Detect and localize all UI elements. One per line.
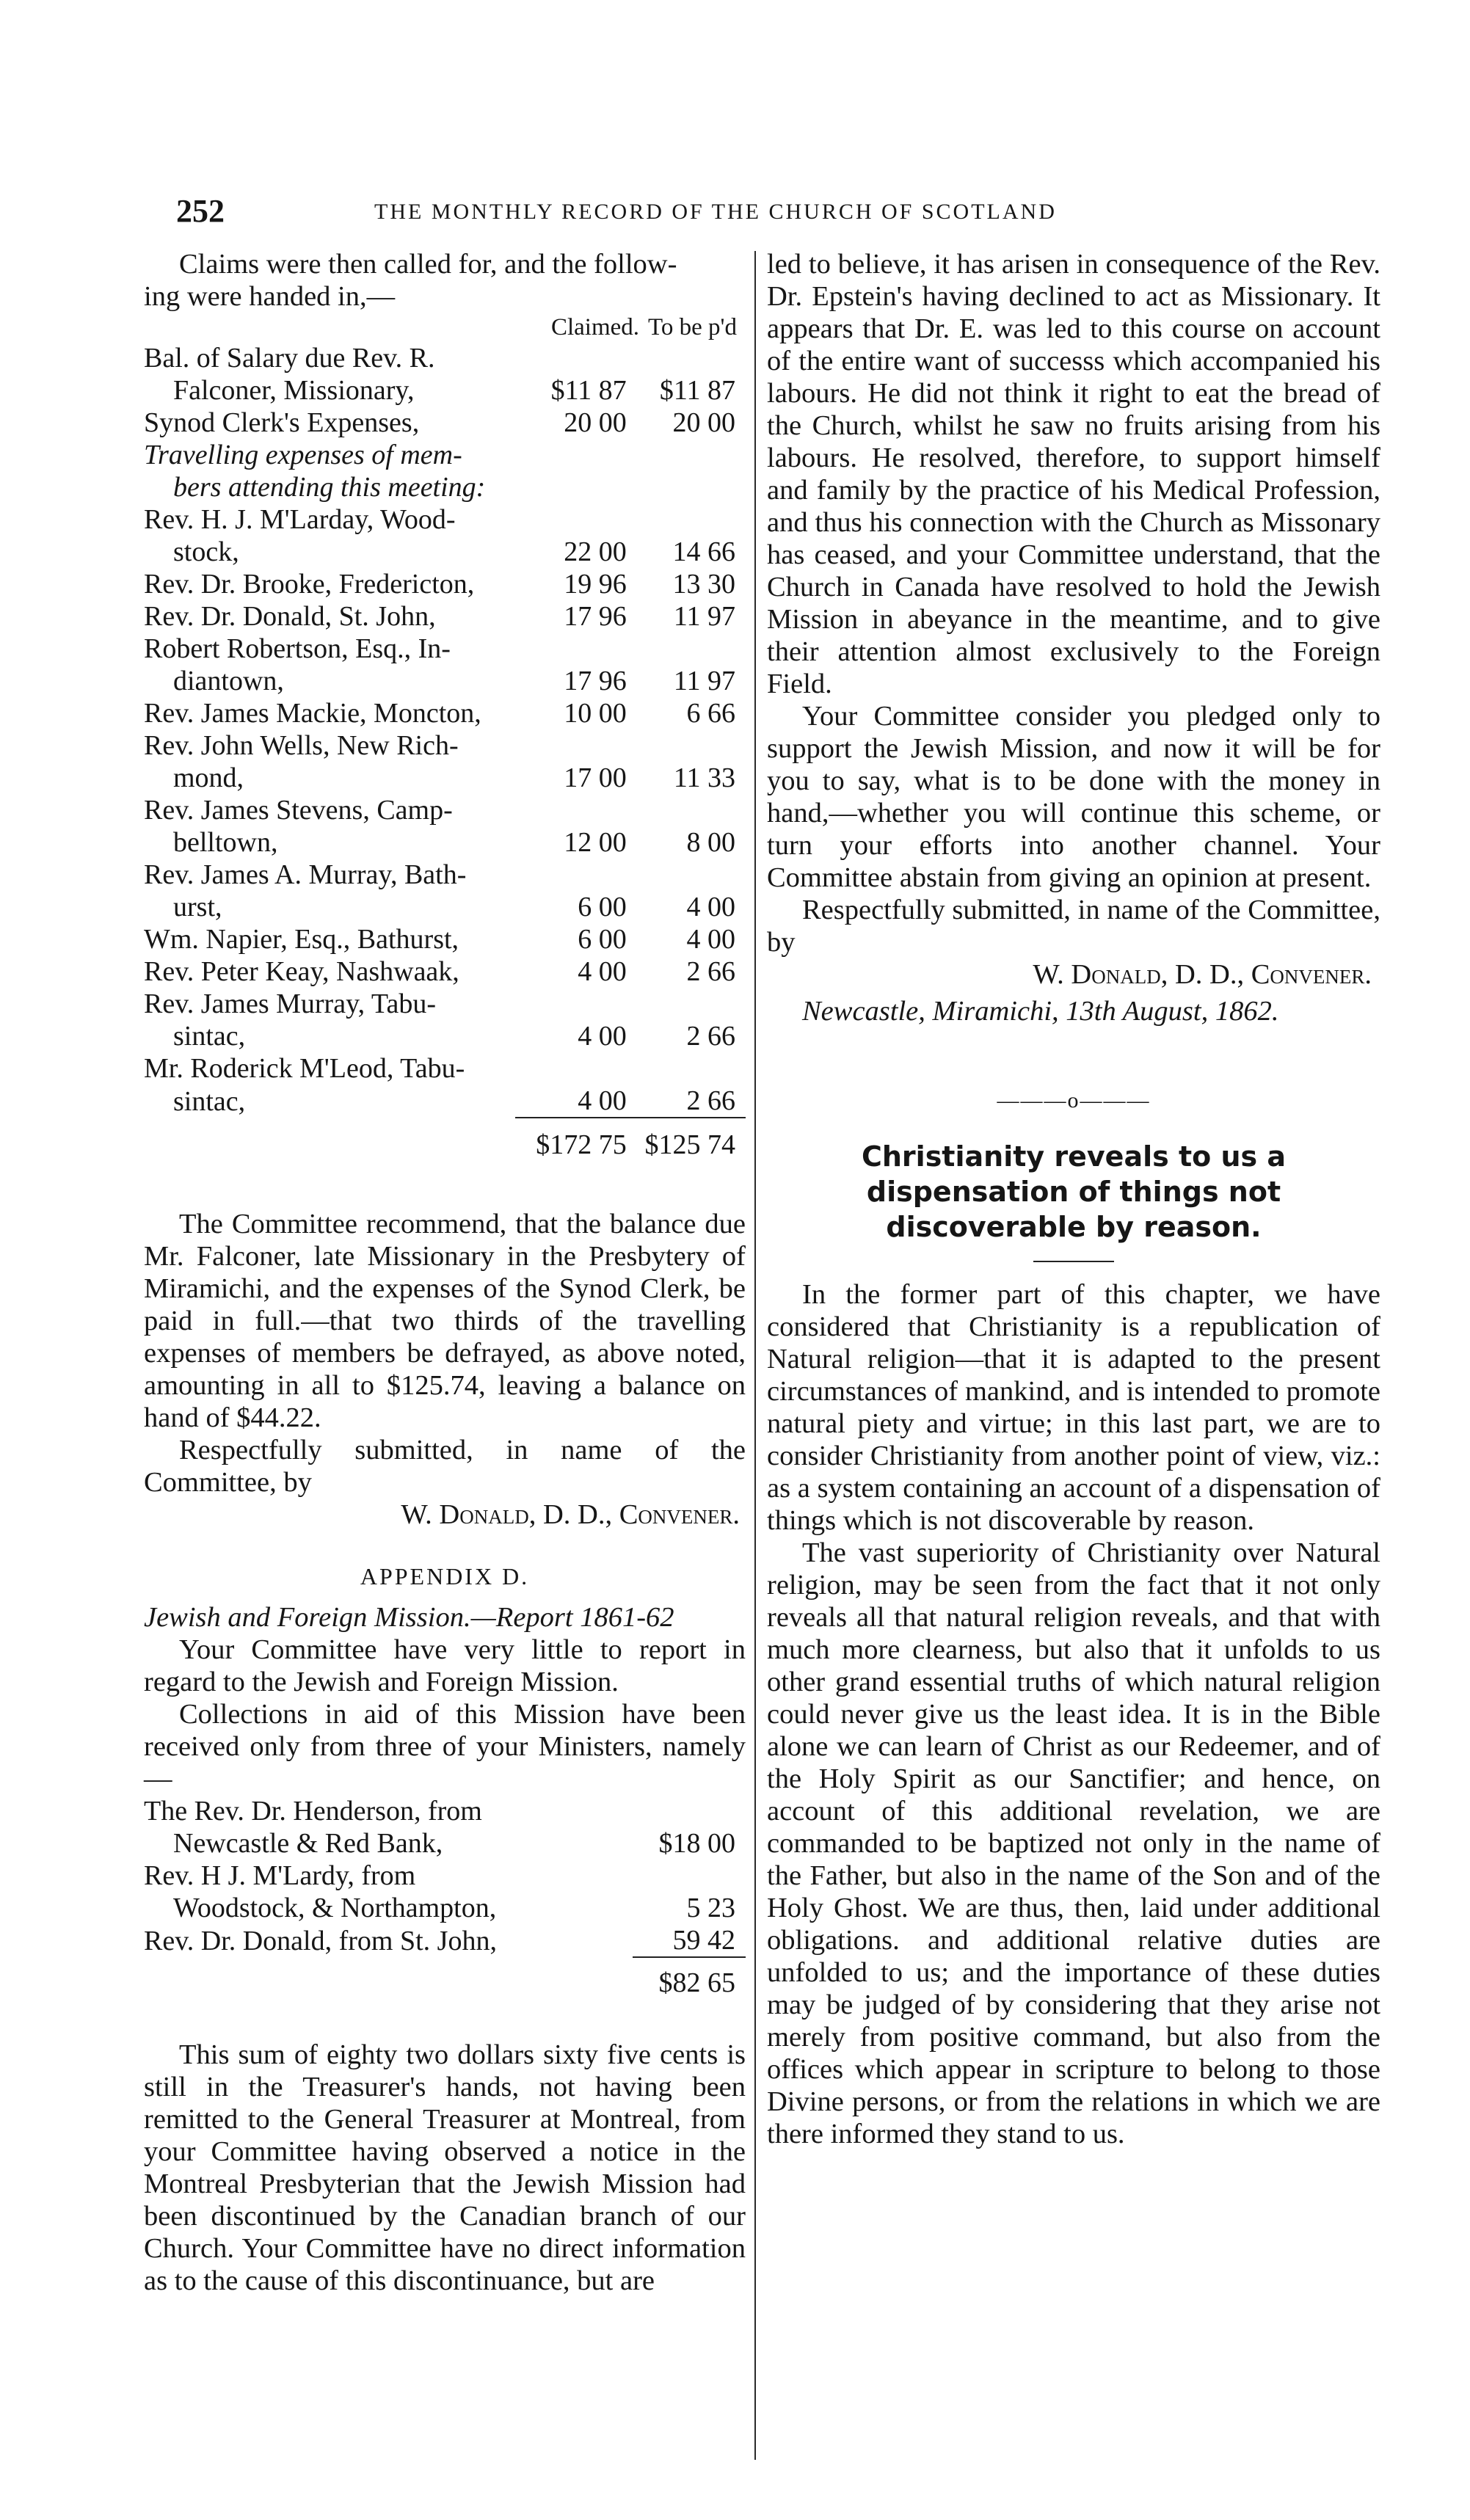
- claims-row: [144, 988, 746, 1020]
- claims-row: [144, 471, 746, 503]
- claimed-amount: 12 00: [564, 827, 627, 858]
- claims-total-row: [144, 1118, 746, 1161]
- claims-row: [144, 923, 746, 955]
- signature-right: W. Donald, D. D., Convener.: [1033, 959, 1372, 990]
- claimant-name: Rev. James Stevens, Camp-: [144, 795, 453, 826]
- column-divider: [754, 251, 756, 2460]
- collection-source: The Rev. Dr. Henderson, from: [144, 1796, 482, 1827]
- claimed-amount: 17 00: [564, 762, 627, 793]
- claims-row: [144, 1085, 746, 1118]
- claims-table: [144, 342, 746, 1161]
- claimant-name: Rev. James Murray, Tabu-: [144, 988, 436, 1019]
- paid-amount: 20 00: [672, 407, 735, 438]
- claimant-name: Rev. Peter Keay, Nashwaak,: [144, 956, 459, 987]
- paid-amount: [631, 503, 746, 536]
- claimed-amount: 20 00: [564, 407, 627, 438]
- collection-source: Rev. Dr. Donald, from St. John,: [144, 1926, 497, 1956]
- collections-total: $82 65: [633, 1957, 746, 1999]
- claims-row: [144, 374, 746, 407]
- claims-total-paid: $125 74: [631, 1118, 746, 1161]
- claimed-amount: [515, 471, 630, 503]
- collection-amount: 59 42: [672, 1925, 735, 1956]
- claims-row: [144, 342, 746, 374]
- collection-row: [144, 1924, 746, 1957]
- claimed-amount: 4 00: [578, 956, 627, 987]
- claimant-name: Robert Robertson, Esq., In-: [144, 633, 451, 664]
- claimed-amount: 6 00: [578, 924, 627, 955]
- collection-amount: 5 23: [686, 1893, 735, 1923]
- claimed-header: Claimed.: [550, 314, 640, 341]
- submitted-line-right: Respectfully submitted, in name of the Committee, by: [767, 895, 1380, 958]
- claims-row: [144, 1020, 746, 1052]
- paid-amount: 13 30: [672, 569, 735, 600]
- paid-amount: 4 00: [686, 892, 735, 922]
- collection-source: Newcastle & Red Bank,: [173, 1828, 443, 1859]
- claims-row: [144, 439, 746, 471]
- claimant-name: belltown,: [173, 827, 278, 858]
- paid-amount: 4 00: [686, 924, 735, 955]
- claimant-name: Rev. H. J. M'Larday, Wood-: [144, 504, 456, 535]
- claimed-amount: $11 87: [550, 375, 627, 406]
- page-number: 252: [176, 193, 225, 229]
- consider-paragraph: Your Committee consider you pledged only to support the Jewish Mission, and now it will be for you to say, what is to be done with the money in hand,—whether you will continue this scheme, or turn your efforts into another channel. Your Committee abstain from giving an opinion at present.: [767, 701, 1380, 893]
- claimed-amount: 4 00: [578, 1085, 627, 1116]
- collection-source: Woodstock, & Northampton,: [173, 1893, 497, 1923]
- claimed-amount: 10 00: [564, 698, 627, 729]
- claimant-name: sintac,: [173, 1021, 246, 1052]
- claimed-amount: 17 96: [564, 666, 627, 696]
- right-column: [767, 248, 1380, 2150]
- report-title: Jewish and Foreign Mission.—Report 1861-62: [144, 1602, 674, 1633]
- claimant-name: Rev. Dr. Donald, St. John,: [144, 601, 436, 632]
- claims-row: [144, 503, 746, 536]
- paid-amount: [631, 1052, 746, 1085]
- claimed-amount: [515, 859, 630, 891]
- signature-line: [144, 1498, 746, 1531]
- signature-line-right: [767, 958, 1380, 991]
- collection-amount: [633, 1860, 746, 1892]
- dateline: Newcastle, Miramichi, 13th August, 1862.: [802, 996, 1279, 1027]
- claimant-name: Travelling expenses of mem-: [144, 440, 462, 470]
- claimed-amount: 4 00: [578, 1021, 627, 1052]
- paid-amount: $11 87: [659, 375, 735, 406]
- claims-row: [144, 794, 746, 826]
- collection-row: [144, 1860, 746, 1892]
- claims-header: [144, 313, 746, 342]
- claimed-amount: [515, 503, 630, 536]
- appendix-heading: APPENDIX D.: [360, 1563, 530, 1589]
- claimant-name: Rev. John Wells, New Rich-: [144, 730, 459, 761]
- claimant-name: stock,: [173, 536, 239, 567]
- claimant-name: sintac,: [173, 1086, 246, 1117]
- claimant-name: Mr. Roderick M'Leod, Tabu-: [144, 1053, 465, 1084]
- headline-rule: [1033, 1261, 1114, 1262]
- claims-row: [144, 600, 746, 633]
- claims-row: [144, 697, 746, 729]
- paid-amount: 14 66: [672, 536, 735, 567]
- claimant-name: Rev. James Mackie, Moncton,: [144, 698, 481, 729]
- claimed-amount: 6 00: [578, 892, 627, 922]
- claims-total-claimed: $172 75: [515, 1118, 630, 1161]
- to-be-paid-header: To be p'd: [648, 314, 737, 341]
- claimed-amount: 22 00: [564, 536, 627, 567]
- claims-row: [144, 568, 746, 600]
- claims-row: [144, 665, 746, 697]
- claimed-amount: 17 96: [564, 601, 627, 632]
- signature: W. Donald, D. D., Convener.: [401, 1499, 740, 1530]
- claimed-amount: [515, 1052, 630, 1085]
- claims-intro-line1: Claims were then called for, and the follow-: [179, 249, 677, 280]
- report-paragraph-1: Your Committee have very little to report in regard to the Jewish and Foreign Mission.: [144, 1634, 746, 1697]
- claims-row: [144, 536, 746, 568]
- continued-paragraph: led to believe, it has arisen in consequence of the Rev. Dr. Epstein's having declined to act as Missionary. It appears that Dr. E. was led to this course on account of the entire want of successs which accompanied his labours. He did not think it right to eat the bread of the Church, whilst he saw no fruits arising from his labours. He resolved, therefore, to support himself and family by the practice of his Medical Profession, and thus his connection with the Church as Missonary has ceased, and your Committee understand, that the Church in Canada have resolved to hold the Jewish Mission in abeyance in the meantime, and to give their attention almost exclusively to the Foreign Field.: [767, 249, 1380, 699]
- collections-total-row: [144, 1957, 746, 1999]
- paid-amount: [631, 859, 746, 891]
- article-paragraph-2: The vast superiority of Christianity over Natural religion, may be seen from the fact that it not only reveals all that natural religion reveals, and that with much more clearness, but also that it unfolds to us other grand essential truths of which natural religion could never give us the least idea. It is in the Bible alone we can learn of Christ as our Redeemer, and of the Holy Spirit as our Sanctifier; and hence, on account of this additional revelation, we are commanded to be baptized not only in the name of the Father, but also in the name of the Son and of the Holy Ghost. We are thus, then, laid under additional obligations. and additional relative duties are unfolded to us; and the importance of these duties may be judged of by considering that they arise not merely from positive command, but also from the offices which appear in scripture to belong to those Divine persons, or from the relations in which we are there informed they stand to us.: [767, 1537, 1380, 2149]
- paid-amount: 2 66: [686, 956, 735, 987]
- claims-row: [144, 1052, 746, 1085]
- recommend-paragraph: The Committee recommend, that the balance due Mr. Falconer, late Missionary in the Presbytery of Miramichi, and the expenses of the Synod Clerk, be paid in full.—that two thirds of the travelling expenses of members be defrayed, as above noted, amounting in all to $125.74, leaving a balance on hand of $44.22.: [144, 1209, 746, 1433]
- claimed-amount: [515, 729, 630, 762]
- claimant-name: mond,: [173, 762, 244, 793]
- paid-amount: 11 97: [673, 601, 735, 632]
- article-paragraph-1: In the former part of this chapter, we have considered that Christianity is a republication of Natural religion—that it is adapted to the present circumstances of mankind, and is intended to promote natural piety and virtue; in this last part, we are to consider Christianity from another point of view, viz.: as a system containing an account of a dispensation of things which is not discoverable by reason.: [767, 1279, 1380, 1536]
- claims-row: [144, 826, 746, 859]
- claims-row: [144, 891, 746, 923]
- paid-amount: [631, 988, 746, 1020]
- article-headline: Christianity reveals to us a dispensation of things not discoverable by reason.: [861, 1140, 1286, 1243]
- submitted-line: Respectfully submitted, in name of the Committee, by: [144, 1435, 746, 1498]
- collection-amount: $18 00: [658, 1828, 735, 1859]
- paid-amount: 6 66: [686, 698, 735, 729]
- claimed-amount: 19 96: [564, 569, 627, 600]
- claims-row: [144, 729, 746, 762]
- claimant-name: bers attending this meeting:: [173, 472, 486, 503]
- paid-amount: [631, 633, 746, 665]
- claims-row: [144, 407, 746, 439]
- claimed-amount: [515, 439, 630, 471]
- paid-amount: [631, 794, 746, 826]
- paid-amount: [631, 729, 746, 762]
- report-paragraph-2: Collections in aid of this Mission have been received only from three of your Ministers, namely—: [144, 1699, 746, 1794]
- left-column: [144, 248, 746, 2297]
- claimant-name: urst,: [173, 892, 222, 922]
- section-ornament: ———o———: [997, 1088, 1151, 1112]
- sum-paragraph: This sum of eighty two dollars sixty five cents is still in the Treasurer's hands, not having been remitted to the General Treasurer at Montreal, from your Committee having observed a notice in the Montreal Presbyterian that the Jewish Mission had been discontinued by the Canadian branch of our Church. Your Committee have no direct information as to the cause of this discontinuance, but are: [144, 2039, 746, 2296]
- paid-amount: 8 00: [686, 827, 735, 858]
- claimant-name: Synod Clerk's Expenses,: [144, 407, 420, 438]
- running-head: THE MONTHLY RECORD OF THE CHURCH OF SCOTLAND: [374, 200, 1057, 224]
- claims-row: [144, 762, 746, 794]
- claimant-name: Falconer, Missionary,: [173, 375, 415, 406]
- claims-row: [144, 955, 746, 988]
- claimed-amount: [515, 794, 630, 826]
- paid-amount: 11 33: [673, 762, 735, 793]
- claimed-amount: [515, 988, 630, 1020]
- claimant-name: Rev. James A. Murray, Bath-: [144, 859, 467, 890]
- claimant-name: Wm. Napier, Esq., Bathurst,: [144, 924, 459, 955]
- paid-amount: [631, 342, 746, 374]
- claims-row: [144, 859, 746, 891]
- claimed-amount: [515, 342, 630, 374]
- claimant-name: Rev. Dr. Brooke, Fredericton,: [144, 569, 475, 600]
- claims-intro-line2: ing were handed in,—: [144, 281, 396, 312]
- paid-amount: [631, 439, 746, 471]
- collection-amount: [633, 1795, 746, 1827]
- claims-row: [144, 633, 746, 665]
- page-header: [176, 192, 1394, 236]
- collection-row: [144, 1827, 746, 1860]
- claimed-amount: [515, 633, 630, 665]
- collection-source: Rev. H J. M'Lardy, from: [144, 1860, 416, 1891]
- collection-row: [144, 1795, 746, 1827]
- paid-amount: [631, 471, 746, 503]
- paid-amount: 2 66: [686, 1085, 735, 1116]
- claimant-name: diantown,: [173, 666, 284, 696]
- paid-amount: 11 97: [673, 666, 735, 696]
- paid-amount: 2 66: [686, 1021, 735, 1052]
- claimant-name: Bal. of Salary due Rev. R.: [144, 343, 435, 374]
- collections-table: [144, 1795, 746, 1999]
- collection-row: [144, 1892, 746, 1924]
